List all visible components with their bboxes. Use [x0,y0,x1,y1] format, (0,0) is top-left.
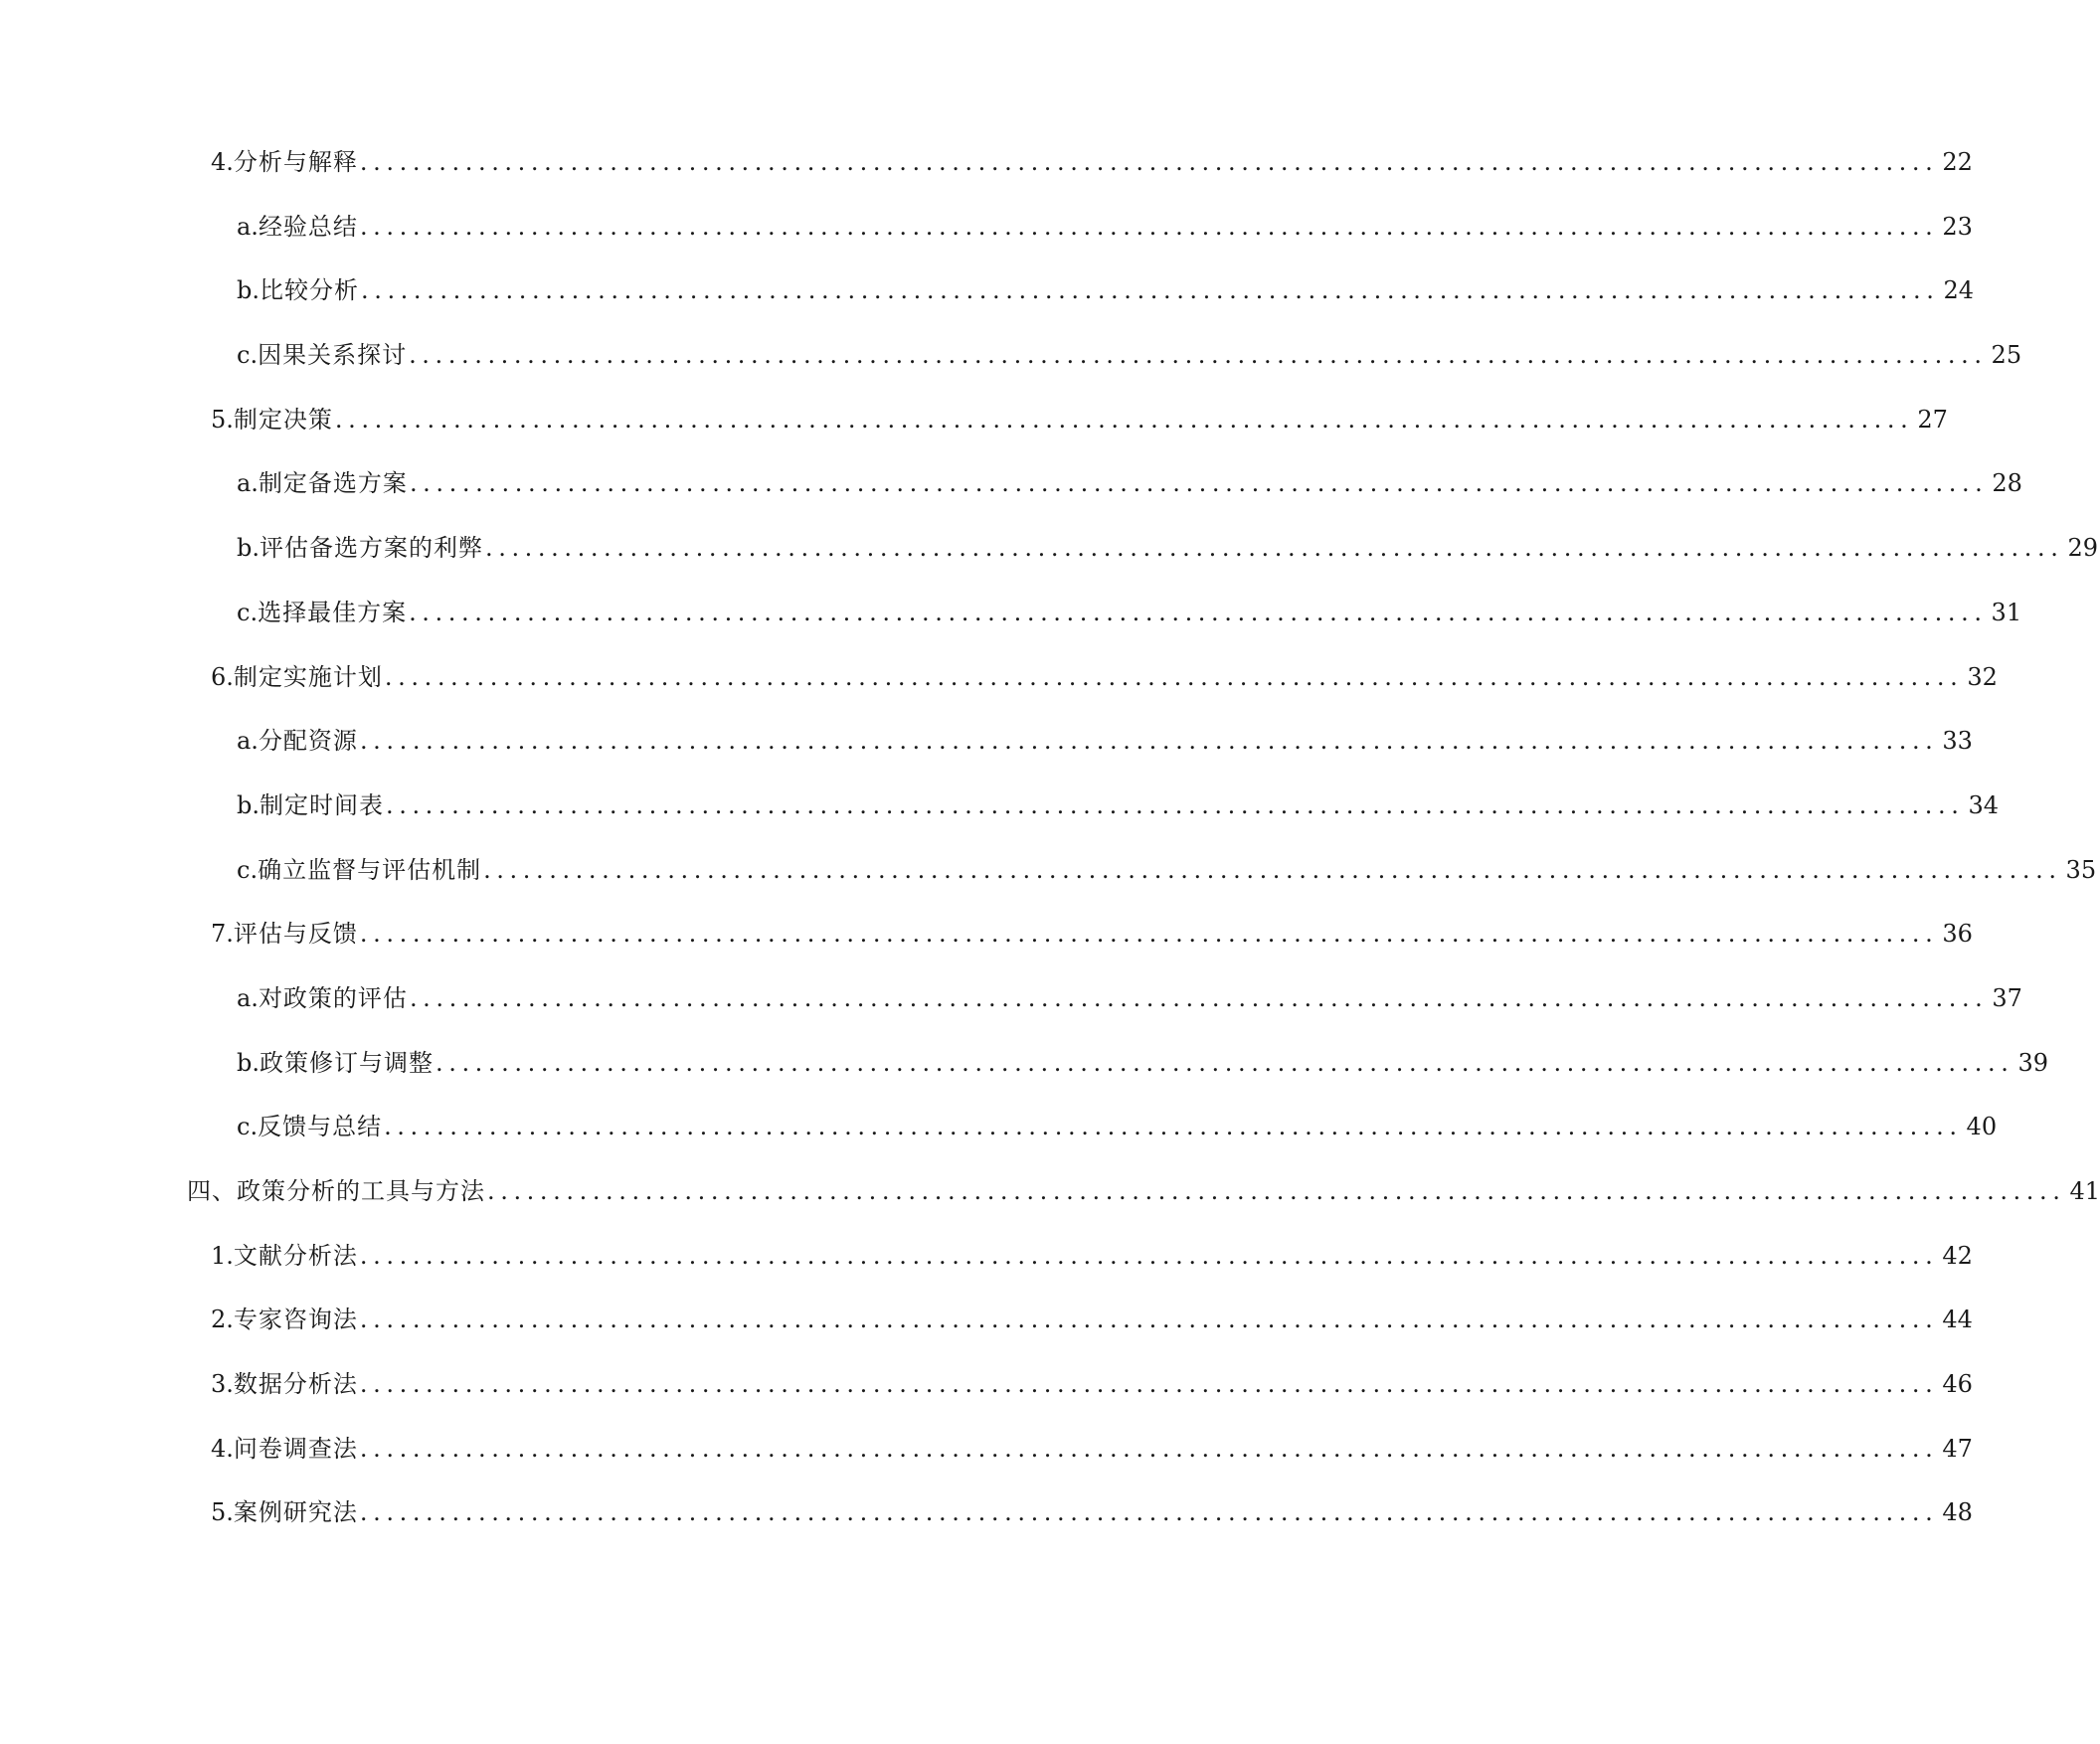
toc-entry-page-number: 35 [2065,855,2097,884]
toc-entry-14[interactable] [0,981,2022,1046]
toc-entry-marker: a. [237,469,259,498]
toc-entry-page-number: 37 [1992,983,2022,1012]
toc-entry-title: 文献分析法 [233,1241,358,1270]
toc-entry-17[interactable] [0,1174,2100,1239]
toc-entry-page-number: 25 [1991,341,2022,370]
toc-entry-19[interactable] [0,1303,1973,1367]
toc-entry-title: 制定时间表 [260,790,384,819]
toc-entry-page-number: 42 [1942,1241,1973,1270]
toc-entry-page-number: 44 [1942,1306,1973,1334]
toc-entry-page-number: 22 [1942,148,1973,176]
toc-entry-marker: c. [237,855,259,884]
toc-entry-marker: 5. [211,405,234,434]
toc-leader-dots: ........................................................................................................................ [483,855,2062,884]
toc-entry-3[interactable] [0,273,1975,338]
toc-entry-12[interactable] [0,853,2097,918]
toc-entry-page-number: 40 [1966,1113,1998,1141]
toc-entry-8[interactable] [0,596,2022,660]
toc-entry-title: 政策修订与调整 [260,1048,434,1077]
toc-entry-16[interactable] [0,1110,1998,1174]
toc-leader-dots: ........................................................................................................................ [359,1306,1939,1334]
toc-leader-dots: ........................................................................................................................ [409,983,1989,1012]
toc-entry-title: 经验总结 [258,212,358,241]
toc-entry-5[interactable] [0,403,1948,467]
toc-entry-marker: a. [237,212,259,241]
toc-entry-page-number: 29 [2067,534,2099,563]
toc-entry-title: 制定备选方案 [258,469,408,498]
toc-leader-dots: ........................................................................................................................ [409,341,1988,370]
toc-leader-dots: ........................................................................................................................ [359,1434,1939,1463]
toc-entry-22[interactable] [0,1495,1973,1560]
toc-leader-dots: ........................................................................................................................ [359,1498,1939,1527]
toc-entry-page-number: 46 [1942,1370,1973,1399]
toc-entry-page-number: 28 [1992,469,2022,498]
toc-entry-page-number: 24 [1943,276,1975,305]
toc-entry-title: 评估备选方案的利弊 [260,534,483,563]
toc-entry-title: 制定实施计划 [233,662,383,691]
toc-entry-11[interactable] [0,788,2000,853]
toc-entry-title: 制定决策 [233,405,333,434]
toc-leader-dots: ........................................................................................................................ [409,598,1988,626]
toc-entry-marker: 1. [211,1241,234,1270]
toc-entry-page-number: 39 [2017,1048,2049,1077]
toc-entry-marker: 6. [211,662,234,691]
toc-entry-page-number: 27 [1917,405,1948,434]
toc-leader-dots: ........................................................................................................................ [359,920,1939,949]
toc-leader-dots: ........................................................................................................................ [487,1177,2066,1205]
toc-entry-marker: 4. [211,148,234,176]
toc-entry-marker: 2. [211,1306,234,1334]
toc-leader-dots: ........................................................................................................................ [409,469,1989,498]
toc-entry-title: 比较分析 [260,276,359,305]
toc-leader-dots: ........................................................................................................................ [485,534,2064,563]
toc-leader-dots: ........................................................................................................................ [359,212,1939,241]
toc-entry-marker: c. [237,598,259,626]
toc-entry-page-number: 41 [2069,1177,2100,1205]
toc-entry-20[interactable] [0,1367,1973,1432]
toc-entry-marker: 3. [211,1370,234,1399]
toc-entry-title: 选择最佳方案 [258,598,408,626]
toc-leader-dots: ........................................................................................................................ [334,405,1914,434]
toc-entry-marker: c. [237,1113,259,1141]
toc-leader-dots: ........................................................................................................................ [386,790,1965,819]
toc-leader-dots: ........................................................................................................................ [384,662,1964,691]
toc-entry-page-number: 23 [1942,212,1973,241]
toc-leader-dots: ........................................................................................................................ [359,1370,1939,1399]
toc-entry-6[interactable] [0,466,2022,531]
toc-entry-page-number: 31 [1991,598,2022,626]
toc-entry-marker: a. [237,727,259,756]
toc-entry-title: 因果关系探讨 [258,341,408,370]
toc-leader-dots: ........................................................................................................................ [359,1241,1939,1270]
toc-leader-dots: ........................................................................................................................ [359,148,1939,176]
toc-entry-10[interactable] [0,724,1973,788]
toc-entry-title: 对政策的评估 [258,983,408,1012]
toc-entry-marker: 4. [211,1434,234,1463]
toc-entry-marker: b. [237,276,260,305]
toc-entry-title: 案例研究法 [233,1498,358,1527]
toc-leader-dots: ........................................................................................................................ [359,727,1939,756]
toc-entry-title: 专家咨询法 [233,1306,358,1334]
toc-entry-21[interactable] [0,1432,1973,1496]
toc-leader-dots: ........................................................................................................................ [384,1113,1963,1141]
toc-entry-title: 分配资源 [258,727,358,756]
toc-entry-page-number: 32 [1967,662,1998,691]
toc-entry-title: 四、政策分析的工具与方法 [187,1177,485,1205]
toc-entry-marker: 7. [211,920,234,949]
toc-entry-marker: b. [237,790,260,819]
toc-entry-18[interactable] [0,1239,1973,1304]
toc-entry-page-number: 33 [1942,727,1973,756]
toc-entry-page-number: 34 [1968,790,2000,819]
toc-entry-title: 确立监督与评估机制 [258,855,482,884]
toc-entry-page-number: 48 [1942,1498,1973,1527]
toc-entry-9[interactable] [0,660,1998,725]
toc-entry-title: 分析与解释 [233,148,358,176]
toc-entry-13[interactable] [0,917,1973,981]
toc-entry-title: 反馈与总结 [258,1113,383,1141]
toc-entry-page-number: 36 [1942,920,1973,949]
toc-entry-1[interactable] [0,145,1973,210]
toc-entry-15[interactable] [0,1046,2049,1111]
toc-entry-2[interactable] [0,210,1973,274]
toc-entry-marker: 5. [211,1498,234,1527]
toc-entry-marker: a. [237,983,259,1012]
toc-entry-4[interactable] [0,338,2022,403]
table-of-contents [0,145,2100,1560]
toc-entry-title: 问卷调查法 [233,1434,358,1463]
toc-entry-title: 评估与反馈 [233,920,358,949]
toc-leader-dots: ........................................................................................................................ [361,276,1940,305]
toc-entry-marker: b. [237,1048,260,1077]
toc-entry-page-number: 47 [1942,1434,1973,1463]
toc-entry-marker: b. [237,534,260,563]
toc-entry-title: 数据分析法 [233,1370,358,1399]
toc-entry-marker: c. [237,341,259,370]
toc-entry-7[interactable] [0,531,2099,596]
toc-leader-dots: ........................................................................................................................ [436,1048,2014,1077]
